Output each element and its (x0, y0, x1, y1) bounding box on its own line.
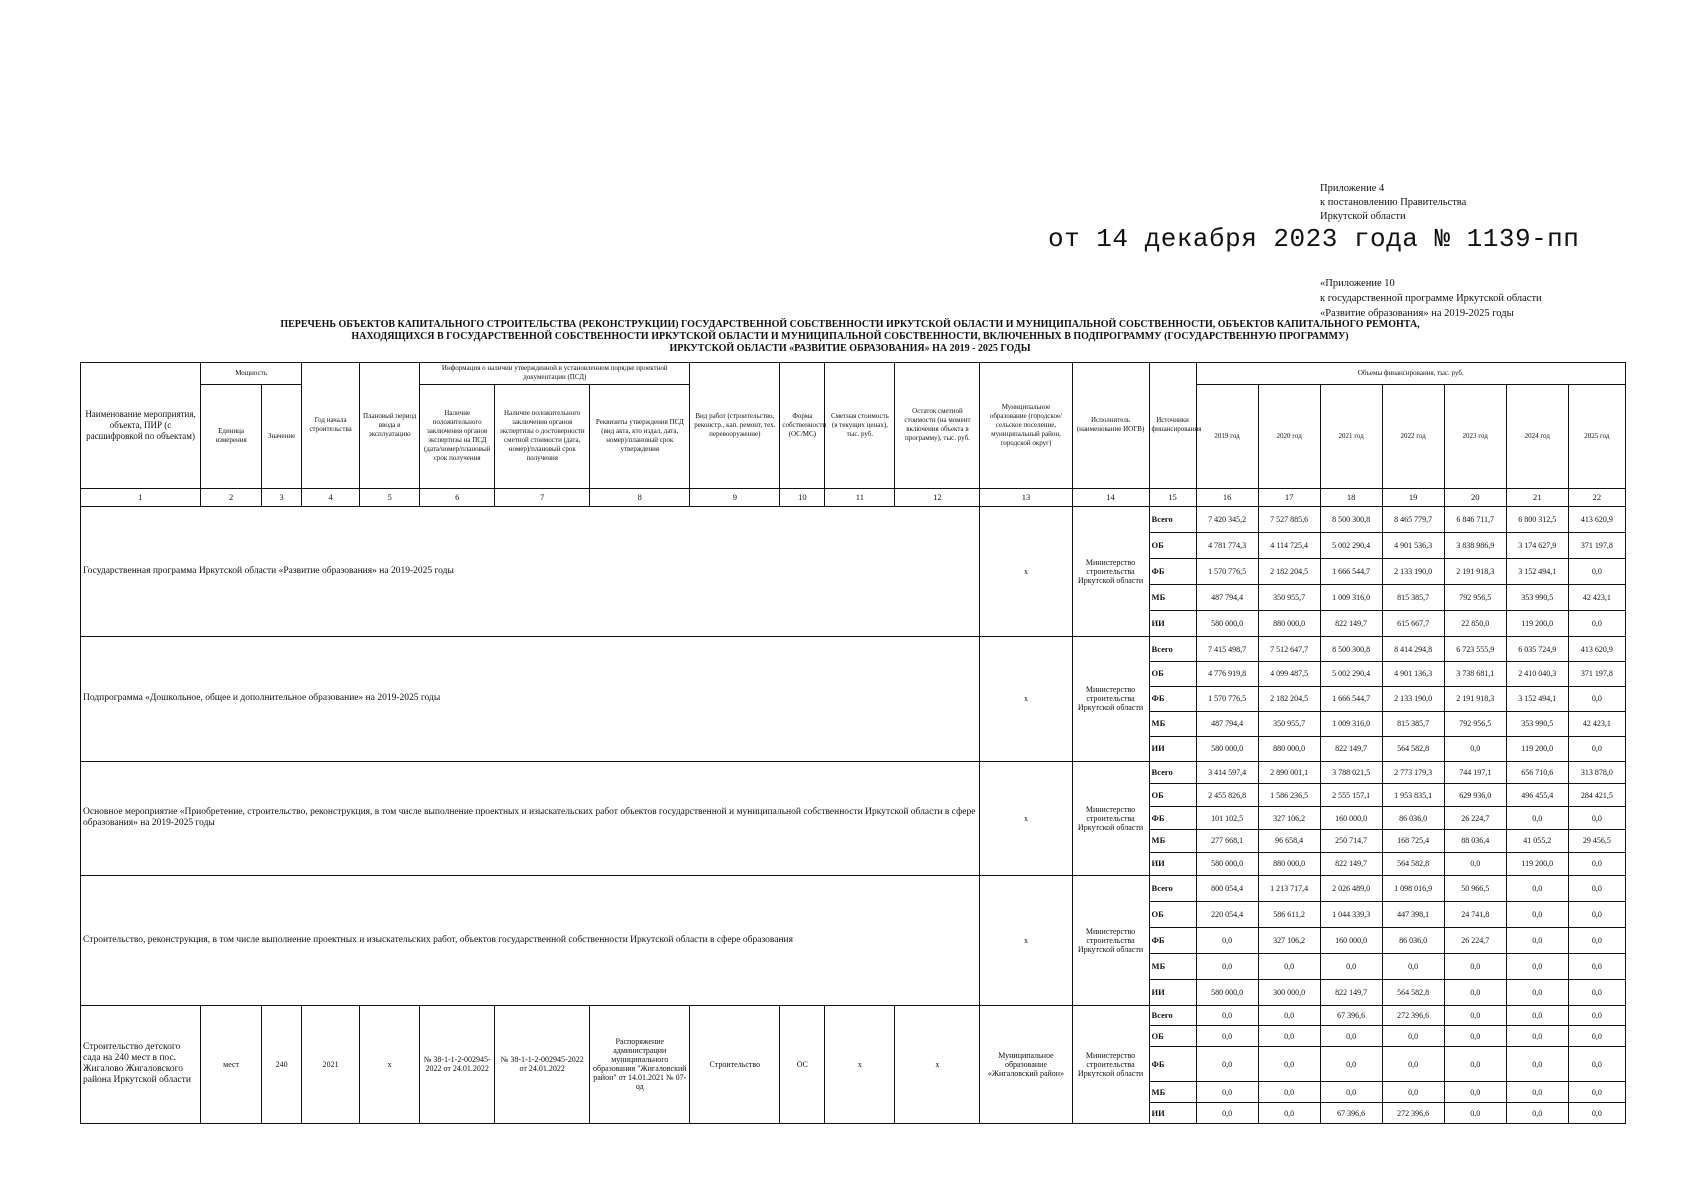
appendix2-line: к государственной программе Иркутской области (1320, 293, 1542, 304)
section-municipality: х (980, 507, 1072, 637)
funding-value: 0,0 (1568, 611, 1625, 637)
funding-value: 2 026 489,0 (1320, 875, 1382, 901)
funding-value: 1 009 316,0 (1320, 585, 1382, 611)
funding-value: 3 152 494,1 (1506, 686, 1568, 711)
decree-stamp: от 14 декабря 2023 года № 1139-пп (1048, 224, 1580, 254)
funding-value: 656 710,6 (1506, 761, 1568, 784)
column-number: 19 (1382, 488, 1444, 507)
funding-value: 0,0 (1506, 1005, 1568, 1026)
funding-value: 86 036,0 (1382, 927, 1444, 953)
funding-value: 0,0 (1320, 953, 1382, 979)
funding-value: 800 054,4 (1196, 875, 1258, 901)
funding-value: 580 000,0 (1196, 611, 1258, 637)
funding-value: 0,0 (1196, 1082, 1258, 1103)
header-year: 2020 год (1258, 384, 1320, 488)
funding-value: 42 423,1 (1568, 711, 1625, 736)
column-number: 8 (590, 488, 690, 507)
funding-value: 615 667,7 (1382, 611, 1444, 637)
funding-source: Всего (1149, 637, 1196, 662)
funding-source: ФБ (1149, 1047, 1196, 1082)
funding-value: 2 133 190,0 (1382, 686, 1444, 711)
funding-value: 0,0 (1196, 1026, 1258, 1047)
funding-value: 0,0 (1506, 901, 1568, 927)
funding-value: 96 658,4 (1258, 830, 1320, 853)
funding-value: 0,0 (1444, 852, 1506, 875)
column-number: 22 (1568, 488, 1625, 507)
table-row (81, 1005, 1626, 1026)
title-line: ИРКУТСКОЙ ОБЛАСТИ «РАЗВИТИЕ ОБРАЗОВАНИЯ» НА 2019 - 2025 ГОДЫ (669, 343, 1031, 354)
funding-value: 353 990,5 (1506, 711, 1568, 736)
funding-value: 0,0 (1258, 1047, 1320, 1082)
column-number: 18 (1320, 488, 1382, 507)
funding-value: 0,0 (1568, 1047, 1625, 1082)
funding-source: МБ (1149, 830, 1196, 853)
funding-source: МБ (1149, 585, 1196, 611)
funding-value: 6 723 555,9 (1444, 637, 1506, 662)
section-executor: Министерство строительства Иркутской области (1072, 507, 1149, 637)
funding-value: 0,0 (1506, 927, 1568, 953)
funding-value: 119 200,0 (1506, 736, 1568, 761)
funding-value: 8 500 300,8 (1320, 637, 1382, 662)
funding-value: 0,0 (1506, 1103, 1568, 1124)
funding-value: 0,0 (1258, 1082, 1320, 1103)
funding-value: 86 036,0 (1382, 807, 1444, 830)
header-year: 2021 год (1320, 384, 1382, 488)
funding-source: ИИ (1149, 1103, 1196, 1124)
appendix-line: к постановлению Правительства (1320, 197, 1467, 208)
funding-value: 0,0 (1568, 559, 1625, 585)
object-psd-expert: № 38-1-1-2-002945-2022 от 24.01.2022 (420, 1005, 495, 1124)
funding-value: 4 901 136,3 (1382, 661, 1444, 686)
funding-value: 0,0 (1320, 1026, 1382, 1047)
funding-value: 0,0 (1196, 927, 1258, 953)
funding-value: 413 620,9 (1568, 637, 1625, 662)
funding-value: 0,0 (1568, 736, 1625, 761)
header-year: 2024 год (1506, 384, 1568, 488)
object-remaining-cost: х (895, 1005, 980, 1124)
funding-source: МБ (1149, 711, 1196, 736)
funding-value: 0,0 (1444, 736, 1506, 761)
funding-source: ИИ (1149, 979, 1196, 1005)
funding-value: 5 002 290,4 (1320, 533, 1382, 559)
funding-value: 496 455,4 (1506, 784, 1568, 807)
funding-value: 220 054,4 (1196, 901, 1258, 927)
appendix2-line: «Приложение 10 (1320, 278, 1395, 289)
funding-value: 0,0 (1506, 875, 1568, 901)
funding-source: МБ (1149, 1082, 1196, 1103)
object-name: Строительство детского сада на 240 мест в пос. Жигалово Жигаловского района Иркутской области (81, 1005, 201, 1124)
funding-value: 0,0 (1568, 686, 1625, 711)
funding-value: 1 044 339,3 (1320, 901, 1382, 927)
funding-value: 160 000,0 (1320, 927, 1382, 953)
table-row (81, 761, 1626, 784)
header-work-type: Вид работ (строительство, реконстр., кап. ремонт, тех. перевооружение) (690, 363, 780, 489)
funding-value: 1 586 236,5 (1258, 784, 1320, 807)
funding-value: 6 035 724,9 (1506, 637, 1568, 662)
funding-value: 0,0 (1568, 901, 1625, 927)
funding-source: Всего (1149, 507, 1196, 533)
funding-value: 822 149,7 (1320, 736, 1382, 761)
object-executor: Министерство строительства Иркутской области (1072, 1005, 1149, 1124)
object-value: 240 (262, 1005, 302, 1124)
funding-value: 0,0 (1568, 979, 1625, 1005)
funding-value: 0,0 (1258, 1026, 1320, 1047)
appendix2-line: «Развитие образования» на 2019-2025 годы (1320, 308, 1514, 319)
funding-value: 0,0 (1568, 953, 1625, 979)
funding-value: 3 838 986,9 (1444, 533, 1506, 559)
section-name: Основное мероприятие «Приобретение, строительство, реконструкция, в том числе выполнение проектных и изыскательских работ объектов государственной и муниципальной собственности Иркутской области в сфере образования» на 2019-2025 годы (81, 761, 980, 875)
funding-value: 1 098 016,9 (1382, 875, 1444, 901)
funding-value: 4 781 774,3 (1196, 533, 1258, 559)
funding-value: 0,0 (1568, 852, 1625, 875)
header-psd-info: Информация о наличии утвержденной в установленном порядке проектной документации (ПСД) (420, 363, 690, 385)
object-psd-approval: Распоряжение администрации муниципального образования "Жигаловский район" от 14.01.2021 № 07-од (590, 1005, 690, 1124)
funding-source: ИИ (1149, 736, 1196, 761)
column-number: 20 (1444, 488, 1506, 507)
funding-value: 313 878,0 (1568, 761, 1625, 784)
funding-value: 4 776 919,8 (1196, 661, 1258, 686)
funding-value: 119 200,0 (1506, 611, 1568, 637)
funding-source: ФБ (1149, 686, 1196, 711)
funding-value: 822 149,7 (1320, 852, 1382, 875)
funding-value: 26 224,7 (1444, 927, 1506, 953)
funding-value: 371 197,8 (1568, 533, 1625, 559)
funding-value: 822 149,7 (1320, 611, 1382, 637)
column-number: 13 (980, 488, 1072, 507)
funding-value: 0,0 (1196, 1047, 1258, 1082)
funding-value: 41 055,2 (1506, 830, 1568, 853)
funding-value: 815 385,7 (1382, 711, 1444, 736)
funding-value: 7 512 647,7 (1258, 637, 1320, 662)
table-row (81, 875, 1626, 901)
funding-value: 0,0 (1506, 1026, 1568, 1047)
funding-value: 327 106,2 (1258, 927, 1320, 953)
column-number: 11 (825, 488, 895, 507)
title-line: НАХОДЯЩИХСЯ В ГОСУДАРСТВЕННОЙ СОБСТВЕННОСТИ ИРКУТСКОЙ ОБЛАСТИ И МУНИЦИПАЛЬНОЙ СОБСТВЕННОСТИ, ВКЛЮЧЕННЫХ В ПОДПРОГРАММУ (ГОСУДАРСТВЕННУЮ ПРОГРАММУ) (351, 331, 1349, 342)
object-start-year: 2021 (302, 1005, 360, 1124)
section-municipality: х (980, 761, 1072, 875)
funding-value: 0,0 (1196, 953, 1258, 979)
header-executor: Исполнитель (наименование ИОГВ) (1072, 363, 1149, 489)
funding-value: 168 725,4 (1382, 830, 1444, 853)
funding-value: 0,0 (1196, 1103, 1258, 1124)
appendix-line: Приложение 4 (1320, 183, 1385, 194)
funding-value: 0,0 (1506, 1047, 1568, 1082)
funding-value: 24 741,8 (1444, 901, 1506, 927)
header-capacity: Мощность (201, 363, 302, 385)
funding-value: 0,0 (1444, 953, 1506, 979)
header-year: 2023 год (1444, 384, 1506, 488)
column-number: 15 (1149, 488, 1196, 507)
funding-value: 3 174 627,9 (1506, 533, 1568, 559)
funding-value: 413 620,9 (1568, 507, 1625, 533)
funding-value: 487 794,4 (1196, 585, 1258, 611)
funding-source: ИИ (1149, 611, 1196, 637)
section-municipality: х (980, 637, 1072, 762)
object-planned-period: х (360, 1005, 420, 1124)
funding-value: 0,0 (1444, 1103, 1506, 1124)
funding-value: 0,0 (1196, 1005, 1258, 1026)
funding-value: 1 666 544,7 (1320, 559, 1382, 585)
title-line: ПЕРЕЧЕНЬ ОБЪЕКТОВ КАПИТАЛЬНОГО СТРОИТЕЛЬСТВА (РЕКОНСТРУКЦИИ) ГОСУДАРСТВЕННОЙ СОБСТВЕННОСТИ ИРКУТСКОЙ ОБЛАСТИ И МУНИЦИПАЛЬНОЙ СОБСТВЕННОСТИ, ОБЪЕКТОВ КАПИТАЛЬНОГО РЕМОНТА, (280, 319, 1420, 330)
funding-value: 3 152 494,1 (1506, 559, 1568, 585)
funding-value: 586 611,2 (1258, 901, 1320, 927)
header-psd-approval: Реквизиты утверждения ПСД (вид акта, кто издал, дата, номер)/плановый срок утверждения (590, 384, 690, 488)
funding-value: 0,0 (1320, 1082, 1382, 1103)
section-name: Строительство, реконструкция, в том числе выполнение проектных и изыскательских работ, объектов государственной собственности Иркутской области в сфере образования (81, 875, 980, 1005)
funding-value: 0,0 (1506, 1082, 1568, 1103)
section-municipality: х (980, 875, 1072, 1005)
column-number: 14 (1072, 488, 1149, 507)
funding-value: 564 582,8 (1382, 736, 1444, 761)
funding-value: 880 000,0 (1258, 852, 1320, 875)
column-number: 10 (780, 488, 825, 507)
funding-value: 792 956,5 (1444, 585, 1506, 611)
funding-value: 7 527 885,6 (1258, 507, 1320, 533)
funding-value: 815 385,7 (1382, 585, 1444, 611)
header-start-year: Год начала строительства (302, 363, 360, 489)
funding-value: 2 182 204,5 (1258, 559, 1320, 585)
section-executor: Министерство строительства Иркутской области (1072, 761, 1149, 875)
header-municipality: Муниципальное образование (городское/сельское поселение, муниципальный район, городской округ) (980, 363, 1072, 489)
section-executor: Министерство строительства Иркутской области (1072, 637, 1149, 762)
funding-value: 5 002 290,4 (1320, 661, 1382, 686)
funding-source: ФБ (1149, 559, 1196, 585)
funding-value: 564 582,8 (1382, 852, 1444, 875)
funding-value: 580 000,0 (1196, 736, 1258, 761)
funding-source: ОБ (1149, 1026, 1196, 1047)
funding-value: 880 000,0 (1258, 736, 1320, 761)
funding-value: 4 114 725,4 (1258, 533, 1320, 559)
object-municipality: Муниципальное образование «Жигаловский район» (980, 1005, 1072, 1124)
funding-value: 0,0 (1568, 927, 1625, 953)
funding-value: 2 133 190,0 (1382, 559, 1444, 585)
funding-value: 0,0 (1568, 807, 1625, 830)
column-number: 2 (201, 488, 262, 507)
funding-source: ФБ (1149, 807, 1196, 830)
funding-value: 822 149,7 (1320, 979, 1382, 1005)
column-number: 4 (302, 488, 360, 507)
funding-source: ОБ (1149, 784, 1196, 807)
funding-value: 0,0 (1568, 875, 1625, 901)
funding-value: 580 000,0 (1196, 852, 1258, 875)
funding-value: 564 582,8 (1382, 979, 1444, 1005)
funding-value: 7 420 345,2 (1196, 507, 1258, 533)
funding-value: 160 000,0 (1320, 807, 1382, 830)
header-psd-expert: Наличие положительного заключения органов экспертизы на ПСД (дата/номер/плановый срок получения (420, 384, 495, 488)
funding-value: 1 213 717,4 (1258, 875, 1320, 901)
funding-value: 327 106,2 (1258, 807, 1320, 830)
funding-value: 0,0 (1258, 953, 1320, 979)
funding-source: ОБ (1149, 533, 1196, 559)
funding-value: 3 414 597,4 (1196, 761, 1258, 784)
funding-value: 272 396,6 (1382, 1005, 1444, 1026)
funding-value: 7 415 498,7 (1196, 637, 1258, 662)
object-ownership: ОС (780, 1005, 825, 1124)
header-year: 2019 год (1196, 384, 1258, 488)
table-row (81, 637, 1626, 662)
funding-value: 447 398,1 (1382, 901, 1444, 927)
object-work-type: Строительство (690, 1005, 780, 1124)
funding-value: 350 955,7 (1258, 711, 1320, 736)
funding-value: 0,0 (1444, 1026, 1506, 1047)
funding-value: 0,0 (1568, 1082, 1625, 1103)
funding-value: 2 555 157,1 (1320, 784, 1382, 807)
column-number: 3 (262, 488, 302, 507)
header-year: 2022 год (1382, 384, 1444, 488)
funding-value: 792 956,5 (1444, 711, 1506, 736)
appendix-block (1320, 182, 1466, 224)
funding-value: 2 773 179,3 (1382, 761, 1444, 784)
funding-value: 2 191 918,3 (1444, 559, 1506, 585)
column-number: 5 (360, 488, 420, 507)
funding-value: 250 714,7 (1320, 830, 1382, 853)
funding-source: ОБ (1149, 661, 1196, 686)
funding-value: 88 036,4 (1444, 830, 1506, 853)
header-ownership: Форма собственности (ОС/МС) (780, 363, 825, 489)
funding-value: 629 936,0 (1444, 784, 1506, 807)
funding-value: 0,0 (1320, 1047, 1382, 1082)
header-funding: Объемы финансирования, тыс. руб. (1196, 363, 1625, 385)
funding-value: 42 423,1 (1568, 585, 1625, 611)
funding-value: 0,0 (1568, 1005, 1625, 1026)
column-number: 17 (1258, 488, 1320, 507)
column-number: 1 (81, 488, 201, 507)
funding-value: 300 000,0 (1258, 979, 1320, 1005)
funding-source: Всего (1149, 1005, 1196, 1026)
object-psd-cost: № 38-1-1-2-002945-2022 от 24.01.2022 (495, 1005, 590, 1124)
funding-value: 0,0 (1382, 1026, 1444, 1047)
funding-value: 0,0 (1506, 807, 1568, 830)
funding-value: 1 570 776,5 (1196, 686, 1258, 711)
funding-value: 0,0 (1568, 1103, 1625, 1124)
funding-value: 101 102,5 (1196, 807, 1258, 830)
column-number: 16 (1196, 488, 1258, 507)
object-unit: мест (201, 1005, 262, 1124)
column-number: 7 (495, 488, 590, 507)
header-planned-period: Плановый период ввода в эксплуатацию (360, 363, 420, 489)
funding-value: 277 668,1 (1196, 830, 1258, 853)
funding-value: 119 200,0 (1506, 852, 1568, 875)
funding-value: 371 197,8 (1568, 661, 1625, 686)
funding-value: 1 009 316,0 (1320, 711, 1382, 736)
funding-value: 744 197,1 (1444, 761, 1506, 784)
funding-value: 3 788 021,5 (1320, 761, 1382, 784)
table-row (81, 507, 1626, 533)
funding-value: 67 396,6 (1320, 1005, 1382, 1026)
section-executor: Министерство строительства Иркутской области (1072, 875, 1149, 1005)
header-estimated-cost: Сметная стоимость (в текущих ценах), тыс. руб. (825, 363, 895, 489)
header-remaining-cost: Остаток сметной стоимости (на момент включения объекта в программу), тыс. руб. (895, 363, 980, 489)
funding-value: 1 570 776,5 (1196, 559, 1258, 585)
funding-value: 353 990,5 (1506, 585, 1568, 611)
funding-source: ИИ (1149, 852, 1196, 875)
funding-value: 0,0 (1444, 979, 1506, 1005)
funding-source: МБ (1149, 953, 1196, 979)
funding-value: 0,0 (1382, 1082, 1444, 1103)
funding-value: 22 850,0 (1444, 611, 1506, 637)
funding-value: 1 666 544,7 (1320, 686, 1382, 711)
funding-value: 487 794,4 (1196, 711, 1258, 736)
funding-value: 6 846 711,7 (1444, 507, 1506, 533)
funding-value: 350 955,7 (1258, 585, 1320, 611)
objects-table (80, 362, 1626, 1124)
funding-value: 0,0 (1444, 1047, 1506, 1082)
funding-value: 1 953 835,1 (1382, 784, 1444, 807)
funding-value: 0,0 (1382, 1047, 1444, 1082)
header-name: Наименование мероприятия, объекта, ПИР (с расшифровкой по объектам) (81, 363, 201, 489)
header-year: 2025 год (1568, 384, 1625, 488)
funding-value: 0,0 (1444, 1005, 1506, 1026)
object-estimated-cost: х (825, 1005, 895, 1124)
funding-value: 4 901 536,3 (1382, 533, 1444, 559)
funding-value: 272 396,6 (1382, 1103, 1444, 1124)
funding-value: 880 000,0 (1258, 611, 1320, 637)
header-unit: Единица измерения (201, 384, 262, 488)
funding-value: 8 414 294,8 (1382, 637, 1444, 662)
column-number: 9 (690, 488, 780, 507)
funding-value: 2 182 204,5 (1258, 686, 1320, 711)
funding-value: 67 396,6 (1320, 1103, 1382, 1124)
section-name: Подпрограмма «Дошкольное, общее и дополнительное образование» на 2019-2025 годы (81, 637, 980, 762)
funding-value: 0,0 (1382, 953, 1444, 979)
document-title (200, 319, 1500, 355)
appendix2-block (1320, 276, 1542, 321)
funding-value: 50 966,5 (1444, 875, 1506, 901)
funding-value: 0,0 (1258, 1103, 1320, 1124)
funding-value: 2 455 826,8 (1196, 784, 1258, 807)
funding-value: 26 224,7 (1444, 807, 1506, 830)
header-psd-cost: Наличие положительного заключения органов экспертизы о достоверности сметной стоимости (дата, номер)/плановый срок получения (495, 384, 590, 488)
funding-value: 0,0 (1506, 979, 1568, 1005)
funding-source: Всего (1149, 875, 1196, 901)
column-number: 6 (420, 488, 495, 507)
header-value: Значение (262, 384, 302, 488)
funding-value: 6 800 312,5 (1506, 507, 1568, 533)
funding-value: 3 738 681,1 (1444, 661, 1506, 686)
funding-source: ОБ (1149, 901, 1196, 927)
funding-value: 8 500 300,8 (1320, 507, 1382, 533)
funding-value: 0,0 (1506, 953, 1568, 979)
funding-value: 2 890 001,1 (1258, 761, 1320, 784)
header-sources: Источники финансирования (1149, 363, 1196, 489)
funding-value: 0,0 (1444, 1082, 1506, 1103)
funding-value: 2 191 918,3 (1444, 686, 1506, 711)
column-number: 21 (1506, 488, 1568, 507)
funding-value: 0,0 (1258, 1005, 1320, 1026)
funding-value: 8 465 779,7 (1382, 507, 1444, 533)
funding-value: 0,0 (1568, 1026, 1625, 1047)
funding-value: 2 410 040,3 (1506, 661, 1568, 686)
funding-value: 284 421,5 (1568, 784, 1625, 807)
funding-source: ФБ (1149, 927, 1196, 953)
funding-source: Всего (1149, 761, 1196, 784)
section-name: Государственная программа Иркутской области «Развитие образования» на 2019-2025 годы (81, 507, 980, 637)
appendix-line: Иркутской области (1320, 211, 1406, 222)
column-number: 12 (895, 488, 980, 507)
funding-value: 4 099 487,5 (1258, 661, 1320, 686)
funding-value: 29 456,5 (1568, 830, 1625, 853)
funding-value: 580 000,0 (1196, 979, 1258, 1005)
